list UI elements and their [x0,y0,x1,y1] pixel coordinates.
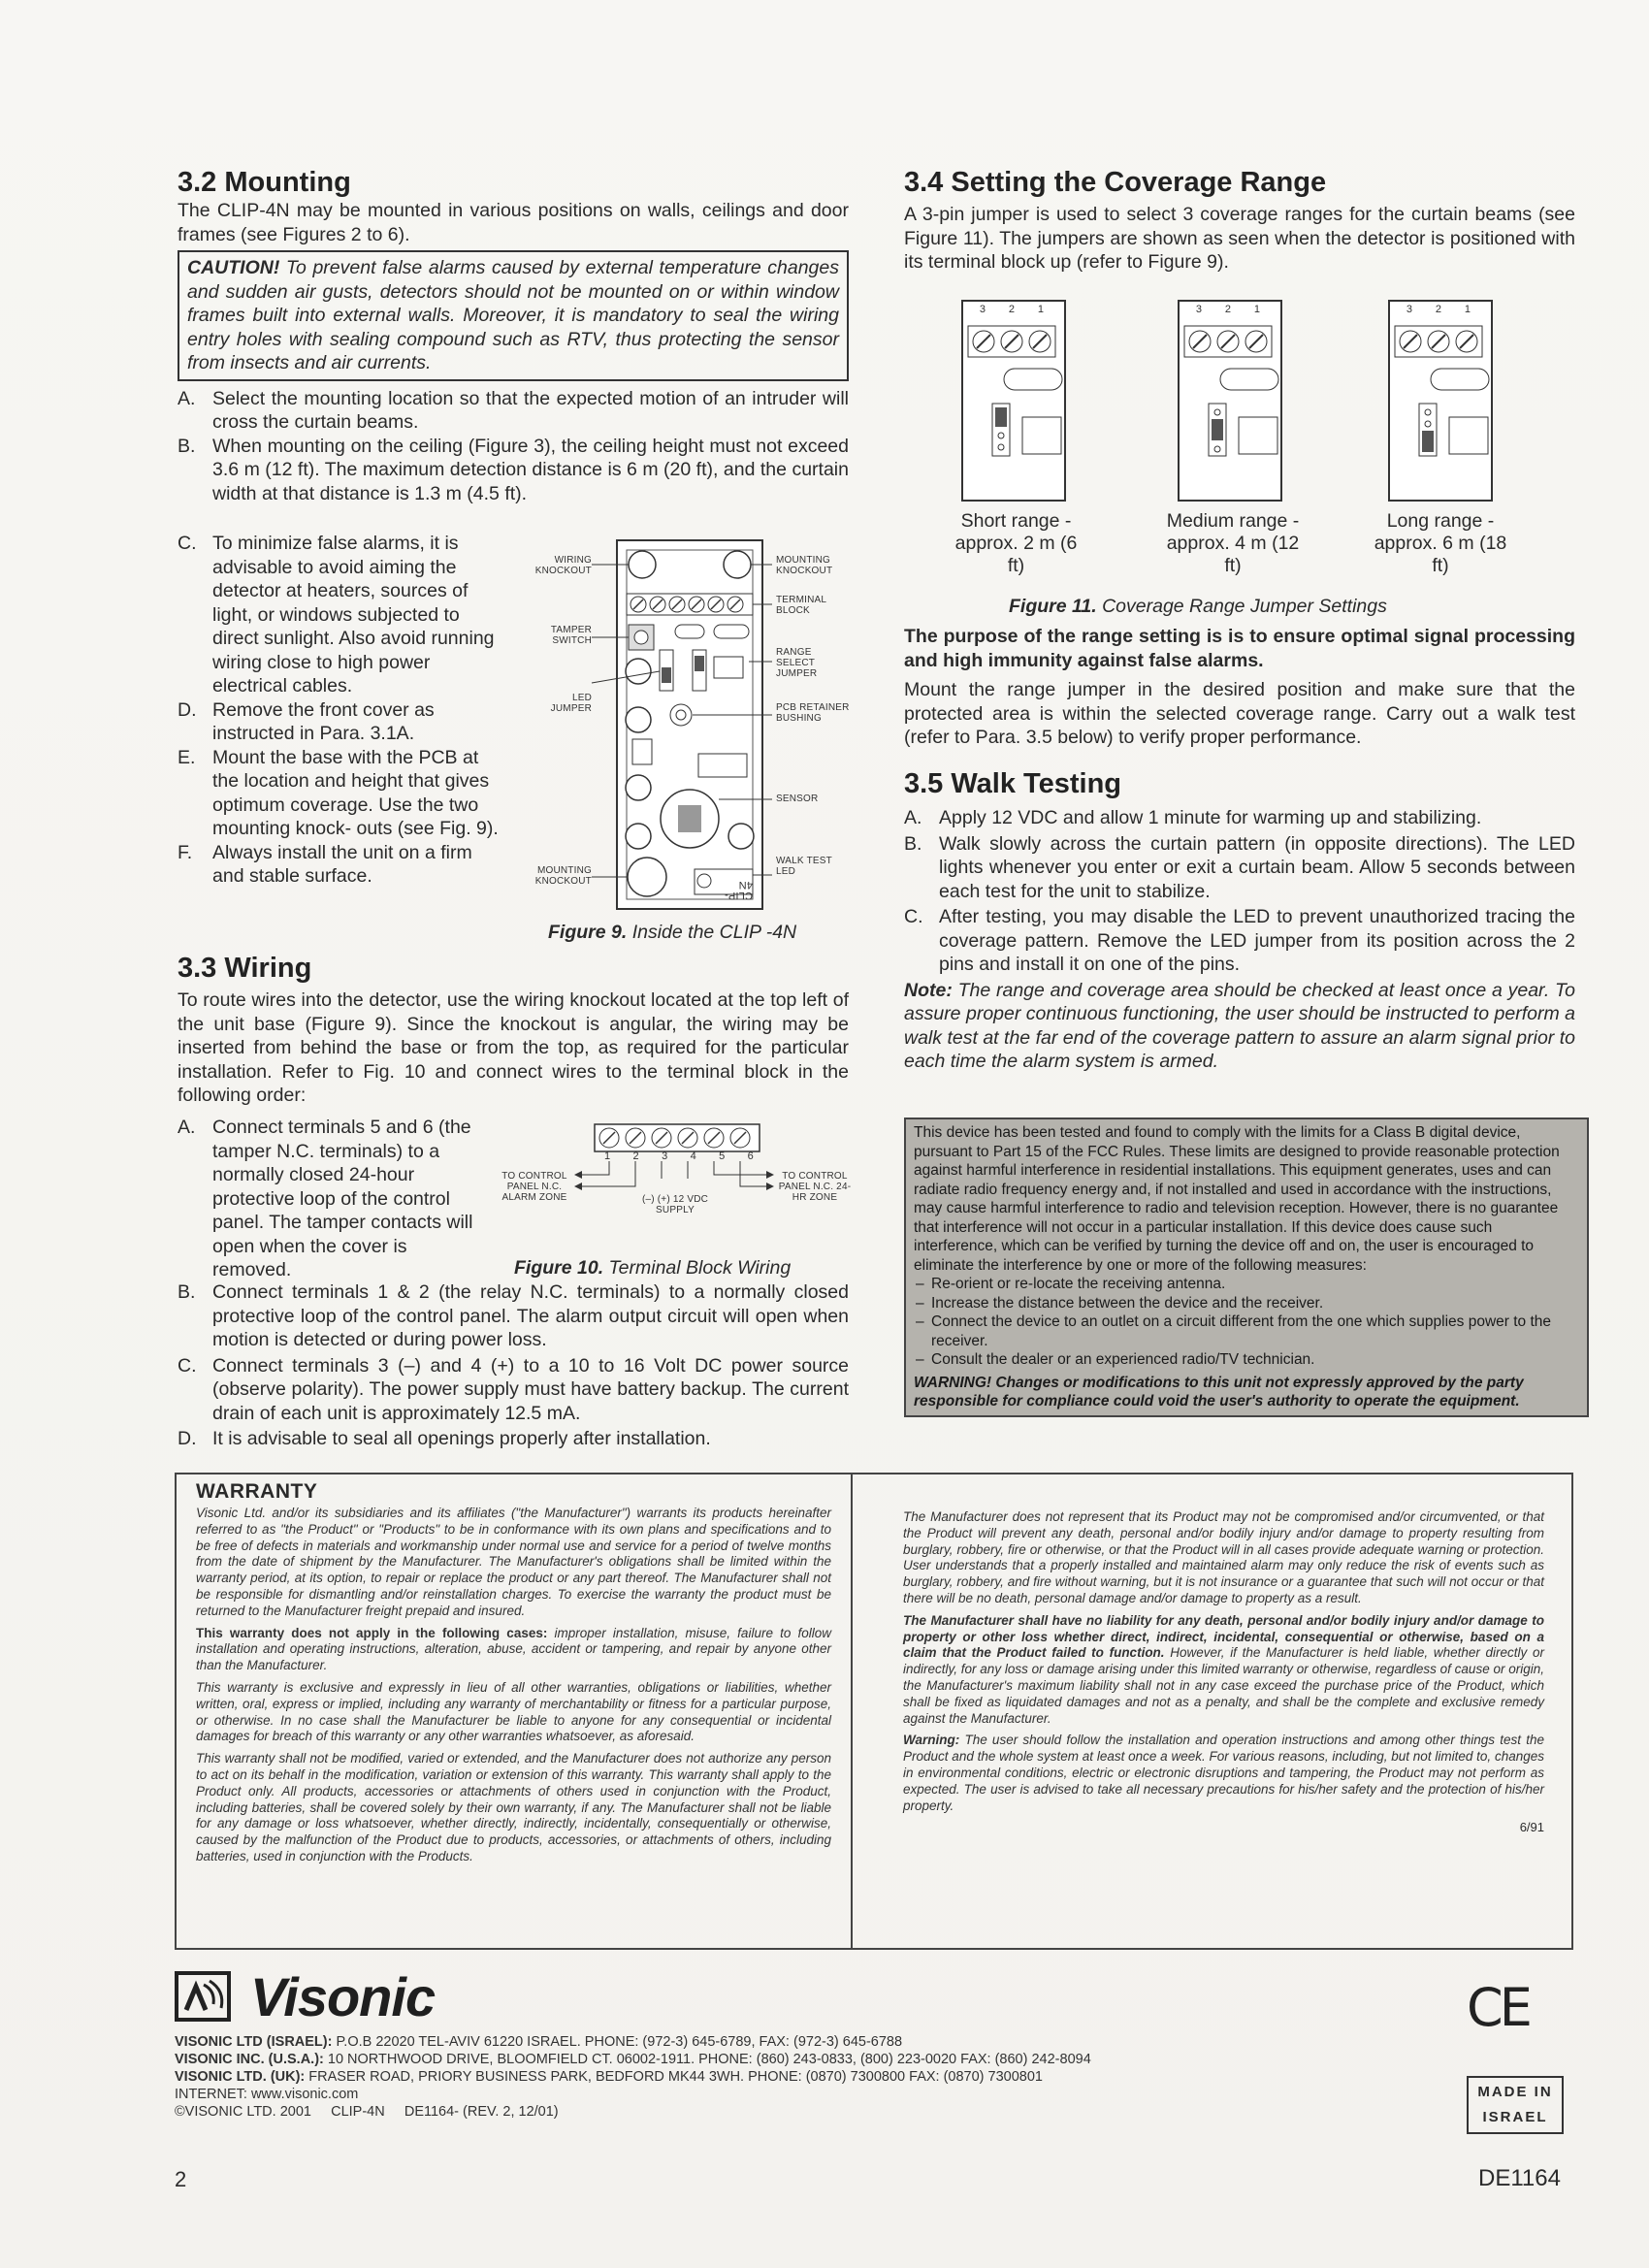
footer-address-line: VISONIC INC. (U.S.A.): 10 NORTHWOOD DRIVE, BLOOMFIELD CT. 06002-1911. PHONE: (860) 243-0833, (800) 223-0020 FAX: (860) 242-8094 [175,2052,1091,2067]
coverage-bold-para: The purpose of the range setting is is to ensure optimal signal processing and high immunity against false alarms. [904,626,1575,671]
caution-label: CAUTION! [187,257,280,278]
jumper-medium-drawing [1177,299,1283,502]
warranty-p3: This warranty is exclusive and expressly in lieu of all other warranties, obligations or liabilities, whether written, oral, express or implied, including any warranty of merchantability or fitness for a particular purpose, or otherwise. In no case shall the Manufacturer be liable to anyone for any consequential or incidental damages for breach of this warranty or any other warranties whatsoever, as aforesaid. [196,1679,831,1744]
figure-10-diagram [495,1120,854,1247]
label-pcb-retainer: PCB RETAINER BUSHING [776,702,850,724]
label-mounting-knockout-top: MOUNTING KNOCKOUT [776,555,833,576]
wiring-intro: To route wires into the detector, use the wiring knockout located at the top left of the unit base (Figure 9). Since the knockout is angular, the wiring may be inserted from behind the base or from the top, as required for the particular installation. Refer to Fig. 10 and connect wires to the terminal block in the following order: [178,989,849,1106]
warranty-p6: The Manufacturer shall have no liability for any death, personal and/or bodily injury and/or damage to property or other loss whether direct, indirect, incidental, consequential or otherwise, based on a claim that the Product failed to function. However, if the Manufacturer is held liable, whether directly or indirectly, for any loss or damage arising under this limited warranty or otherwise, regardless of cause or origin, the Manufacturer's maximum liability shall not in any case exceed the purchase price of the Product, which shall be fixed as liquidated damages and not as a penalty, and shall be the complete and exclusive remedy against the Manufacturer. [903,1612,1544,1726]
warranty-box [175,1473,853,1950]
mounting-heading: 3.2 Mounting [178,167,351,198]
wiring-item-b: B. Connect terminals 1 & 2 (the relay N.C. terminals) to a normally closed protective loop of the control panel. The alarm output circuit will open when motion is detected or during power loss. [178,1281,849,1350]
walk-heading: 3.5 Walk Testing [904,768,1121,799]
visonic-logo-icon [175,1971,233,2024]
fcc-text: This device has been tested and found to comply with the limits for a Class B digital device, pursuant to Part 15 of the FCC Rules. These limits are designed to provide reasonable protection against harmful interference in residential installations. This equipment generates, uses and can radiate radio frequency energy and, if not installed and used in accordance with the instructions, may cause harmful interference to radio and television reception. However, there is no guarantee that interference will not occur in a particular installation. If this device does cause such interference, which can be verified by turning the device off and on, the user is encouraged to eliminate the interference by one or more of the following measures: [914,1124,1560,1274]
mounting-item-b: B. When mounting on the ceiling (Figure 3), the ceiling height must not exceed 3.6 m (12 ft). The maximum detection distance is 6 m (20 ft), and the curtain width at that distance is 1.3 m (4.5 ft). [178,435,849,504]
figure-11-caption: Figure 11. Coverage Range Jumper Settings [1009,596,1387,617]
label-range-select: RANGE SELECT JUMPER [776,647,818,679]
walk-note: Note: The range and coverage area should be checked at least once a year. To assure proper continuous functioning, the user should be instructed to perform a walk test at the far end of the coverage pattern to assure an alarm signal prior to each time the alarm system is armed. [904,979,1575,1072]
label-alarm-zone: TO CONTROL PANEL N.C. ALARM ZONE [501,1171,567,1203]
warranty-date: 6/91 [1519,1820,1544,1835]
wiring-item-a: A. Connect terminals 5 and 6 (the tamper N.C. terminals) to a normally closed 24-hour protective loop of the control panel. The tamper contacts will open when the cover is removed. [178,1117,473,1280]
warranty-heading: WARRANTY [196,1480,318,1503]
warranty-p1: Visonic Ltd. and/or its subsidiaries and its affiliates ("the Manufacturer") warrants its products hereinafter referred to as "the Product" or "Products" to be in conformance with its own plans and specifications and to be free of defects in materials and workmanship under normal use and service for a period of twelve months from the date of shipment by the Manufacturer. The Manufacturer's obligations shall be limited within the warranty period, at its option, to repair or replace the product or any part thereof. The Manufacturer shall not be responsible for dismantling and/or reinstallation charges. To exercise the warranty the product must be returned to the Manufacturer freight prepaid and insured. [196,1506,831,1618]
walk-item-c: C. After testing, you may disable the LED to prevent unauthorized tracing the coverage pattern. Remove the LED jumper from its position across the 2 pins and install it on one of the pins. [904,906,1575,975]
fcc-measure: – Increase the distance between the device and the receiver. [914,1294,1579,1313]
footer-internet: INTERNET: www.visonic.com [175,2087,359,2102]
jumper-short [960,299,1067,502]
mounting-section [178,167,849,505]
mounting-items-narrow [178,532,502,889]
visonic-logo-text: Visonic [250,1966,436,2027]
terminal-numbers: 1 2 3 4 5 6 [604,1150,754,1162]
wiring-section [178,953,849,1108]
walk-item-a: A. Apply 12 VDC and allow 1 minute for warming up and stabilizing. [904,807,1482,828]
jumper-long-drawing [1387,299,1494,502]
label-sensor: SENSOR [776,794,819,804]
coverage-para: Mount the range jumper in the desired position and make sure that the protected area is within the selected coverage range. Carry out a walk test (refer to Para. 3.5 below) to verify proper performance. [904,679,1575,748]
fcc-measure: – Connect the device to an outlet on a circuit different from the one which supplies power to the receiver. [914,1312,1579,1350]
visonic-logo [175,1966,485,2027]
wiring-heading: 3.3 Wiring [178,953,312,984]
jumper-medium [1177,299,1283,502]
warranty-p7: Warning: The user should follow the installation and operation instructions and among other things test the Product and the whole system at least once a week. For various reasons, including, but not limited to, changes in environmental conditions, electric or electronic disruptions and tampering, the Product may not perform as expected. The user is advised to take all necessary precautions for his/her safety and the protection of his/her property. [903,1733,1544,1813]
warranty-p5: The Manufacturer does not represent that its Product may not be compromised and/or circumvented, or that the Product will prevent any death, personal and/or bodily injury and/or damage to property resulting from burglary, robbery, fire or otherwise, or that the Product will in all cases provide adequate warning or protection. User understands that a properly installed and maintained alarm may only reduce the risk of events such as burglary, robbery, and fire without warning, but it is not insurance or a guarantee that such will not occur or that there will be no death, personal damage and/or damage to property as a result. [903,1509,1544,1605]
ce-mark: CE [1467,1977,1529,2038]
fcc-measure: – Re-orient or re-locate the receiving antenna. [914,1275,1579,1294]
footer-address-line: VISONIC LTD. (UK): FRASER ROAD, PRIORY BUSINESS PARK, BEDFORD MK44 3WH. PHONE: (0870) 7300800 FAX: (0870) 7300801 [175,2069,1043,2085]
figure-9-caption: Figure 9. Inside the CLIP -4N [548,922,797,943]
label-mounting-knockout-bottom: MOUNTING KNOCKOUT [534,865,592,887]
document-code: DE1164 [1478,2165,1561,2191]
warranty-p4: This warranty shall not be modified, varied or extended, and the Manufacturer does not authorize any person to act on its behalf in the modification, variation or extension of this warranty. This warranty shall apply to the Product only. All products, accessories or attachments of others used in conjunction with the Product, including batteries, shall be covered solely by their own warranty, if any. The Manufacturer shall not be liable for any damage or loss whatsoever, whether directly, indirectly, incidentally, consequentially or otherwise, caused by the malfunction of the Product due to products, accessories, or attachments of others, including batteries, used in conjunction with the Products. [196,1751,831,1863]
label-wiring-knockout: WIRING KNOCKOUT [534,555,592,576]
wiring-items [178,1280,849,1451]
fcc-warning: WARNING! Changes or modifications to this unit not expressly approved by the party responsible for compliance could void the user's authority to operate the equipment. [914,1374,1524,1409]
range-short-label: Short range - approx. 2 m (6 ft) [954,510,1078,576]
label-tamper-switch: TAMPER SWITCH [550,625,592,646]
caution-text: To prevent false alarms caused by external temperature changes and sudden air gusts, detectors should not be mounted on or within window frames built into external walls. Moreover, it is mandatory to seal the wiring entry holes with sealing compound such as RTV, thus protecting the sensor from insects and air currents. [187,257,839,373]
footer-addresses [175,2033,1339,2121]
label-terminal-block: TERMINAL BLOCK [776,595,826,616]
walk-item-b: B. Walk slowly across the curtain pattern (in opposite directions). The LED lights whenever you enter or exit a curtain beam. Allow 5 seconds between each test for the unit to stabilize. [904,832,1575,902]
mounting-item-f: F. Always install the unit on a firm and stable surface. [178,841,472,887]
fcc-measure: – Consult the dealer or an experienced radio/TV technician. [914,1350,1579,1370]
made-in-israel-stamp: MADE IN ISRAEL [1467,2076,1564,2134]
figure-9-diagram [524,535,854,919]
jumper-medium-terminal-numbers: 3 2 1 [1195,304,1261,315]
fcc-measures-list [914,1275,1579,1370]
warranty-box-right [849,1473,1573,1950]
mounting-item-a: A. Select the mounting location so that the expected motion of an intruder will cross the curtain beams. [178,387,849,433]
figure-11-diagram [931,299,1552,580]
caution-box [178,250,849,381]
mounting-intro: The CLIP-4N may be mounted in various positions on walls, ceilings and door frames (see Figures 2 to 6). [178,200,849,245]
label-walk-test-led: WALK TEST LED [776,856,832,877]
figure-10-caption: Figure 10. Terminal Block Wiring [514,1257,792,1279]
page-number: 2 [175,2167,187,2191]
range-long-label: Long range - approx. 6 m (18 ft) [1374,510,1507,576]
coverage-heading: 3.4 Setting the Coverage Range [904,167,1327,198]
mounting-item-c: C. To minimize false alarms, it is advisable to avoid aiming the detector at heaters, sources of light, or windows subjected to direct sunlight. Also avoid running wiring close to high power electrical cables. [178,533,495,697]
footer-copyright: ©VISONIC LTD. 2001 CLIP-4N DE1164- (REV. 2, 12/01) [175,2104,559,2120]
label-24hr-zone: TO CONTROL PANEL N.C. 24-HR ZONE [778,1171,852,1203]
fcc-notice-box [904,1118,1589,1417]
jumper-short-drawing [960,299,1067,502]
coverage-intro: A 3-pin jumper is used to select 3 coverage ranges for the curtain beams (see Figure 11). The jumpers are shown as seen when the detector is positioned with its terminal block up (refer to Figure 9). [904,204,1575,273]
footer-address-line: VISONIC LTD (ISRAEL): P.O.B 22020 TEL-AVIV 61220 ISRAEL. PHONE: (972-3) 645-6789, FAX: (972-3) 645-6788 [175,2034,903,2050]
jumper-short-terminal-numbers: 3 2 1 [979,304,1045,315]
warranty-p2: This warranty does not apply in the following cases: improper installation, misuse, failure to follow installation and operating instructions, alteration, abuse, accident or tampering, and repair by anyone other than the Manufacturer. [196,1625,831,1673]
coverage-section [904,167,1575,275]
wiring-item-c: C. Connect terminals 3 (–) and 4 (+) to a 10 to 16 Volt DC power source (observe polarity). The power supply must have battery backup. The current drain of each unit is approximately 12.5 mA. [178,1354,849,1424]
jumper-long [1387,299,1494,502]
mounting-item-d: D. Remove the front cover as instructed in Para. 3.1A. [178,698,435,744]
walk-section [904,768,1575,1074]
label-supply: (–) (+) 12 VDC SUPPLY [641,1194,709,1215]
wiring-item-d: D. It is advisable to seal all openings properly after installation. [178,1428,711,1449]
coverage-paragraphs [904,625,1575,750]
range-medium-label: Medium range - approx. 4 m (12 ft) [1166,510,1300,576]
label-model: CLIP-4N [724,879,753,901]
mounting-item-e: E. Mount the base with the PCB at the location and height that gives optimum coverage. Use the two mounting knock- outs (see Fig. 9). [178,746,499,839]
label-led-jumper: LED JUMPER [550,693,592,714]
jumper-long-terminal-numbers: 3 2 1 [1406,304,1471,315]
